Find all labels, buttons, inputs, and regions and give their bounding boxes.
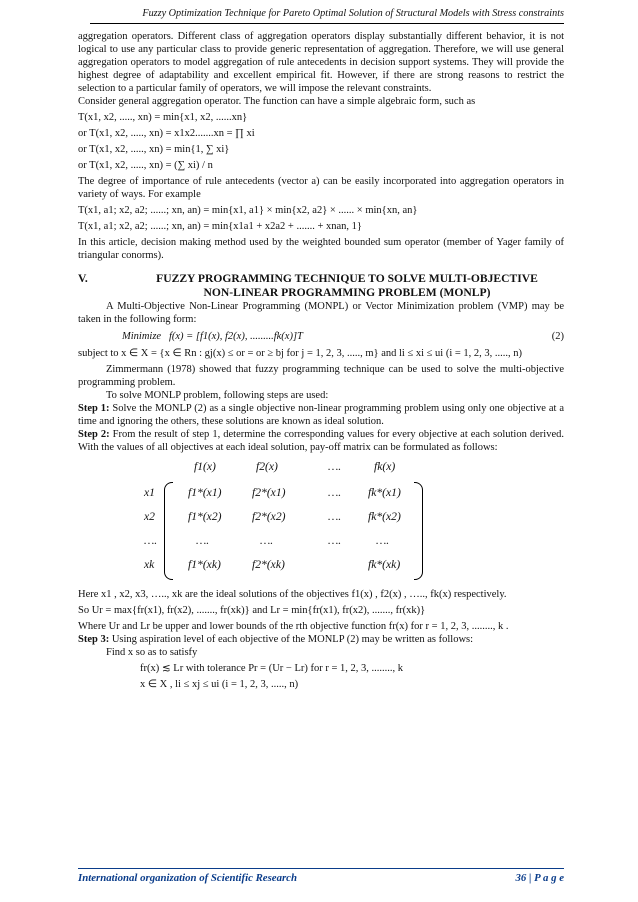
matrix-row-label: x1 [144,486,155,499]
equation-bounds: So Ur = max{fr(x1), fr(x2), ......., fr(xk)} and Lr = min{fr(x1), fr(x2), ......., fr(xk)} [78,605,426,616]
matrix-cell: …. [376,534,390,547]
step-1-text: Solve the MONLP (2) as a single objective non-linear programming problem using only one objective at a time and ignoring the others, these solutions are known as ideal solution. [78,403,564,427]
equation-number: (2) [551,331,564,342]
matrix-left-bracket [164,482,173,580]
matrix-cell: …. [196,534,210,547]
matrix-cell: f1*(x2) [188,510,222,523]
matrix-col-header: f1(x) [194,460,216,473]
matrix-right-bracket [414,482,423,580]
matrix-cell: f2*(x2) [252,510,286,523]
matrix-row-label: x2 [144,510,155,523]
section-title-line1: FUZZY PROGRAMMING TECHNIQUE TO SOLVE MULTI-OBJECTIVE [156,272,538,285]
matrix-cell: f2*(xk) [252,558,285,571]
footer-journal: International organization of Scientific Research [78,872,297,884]
paragraph-general-operator: Consider general aggregation operator. The function can have a simple algebraic form, such as [78,96,476,107]
matrix-col-header: f2(x) [256,460,278,473]
payoff-matrix [138,460,564,582]
matrix-cell: fk*(x2) [368,510,401,523]
step-2-label: Step 2: [78,429,110,440]
paragraph-zimmermann: Zimmermann (1978) showed that fuzzy programming technique can be used to solve the multi-objective programming problem. [78,364,564,388]
equation-subject-to: subject to x ∈ X = {x ∈ Rn : gj(x) ≤ or = or ≥ bj for j = 1, 2, 3, ....., m} and li ≤ xi ≤ ui (i = 1, 2, 3, ....., n) [78,348,523,359]
matrix-col-header: fk(x) [374,460,396,473]
step-3 [78,633,564,646]
paragraph-bounds-def: Where Ur and Lr be upper and lower bounds of the rth objective function fr(x) for r = 1, 2, 3, ........, k . [78,621,509,632]
paragraph-importance: The degree of importance of rule antecedents (vector a) can be easily incorporated into aggregation operators in variety of ways. For example [78,176,564,200]
matrix-row-label: …. [144,534,158,547]
matrix-cell: fk*(xk) [368,558,401,571]
paragraph-aggregation: aggregation operators. Different class of aggregation operators display substantially different behavior, it is not logical to use any particular class to provide generic representation of aggregation. Therefore, we will use general aggregation operators to model aggregation of rule antecedents in decision support systems. They will provide the highest degree of adaptability and excellent empirical fit. However, if there are strong reasons to restrict the selection to a particular family of operators, we will impose the relevant constraints. [78,31,564,94]
matrix-cell: f1*(x1) [188,486,222,499]
equation-average: or T(x1, x2, ....., xn) = (∑ xi) / n [78,160,213,171]
condition-tolerance: fr(x) ≲ Lr with tolerance Pr = (Ur − Lr) for r = 1, 2, 3, ........, k [140,663,404,674]
equation-weighted-sum: T(x1, a1; x2, a2; ......; xn, an) = min{x1a1 + x2a2 + ....... + xnan, 1} [78,221,362,232]
matrix-cell: …. [328,510,342,523]
paragraph-steps-intro: To solve MONLP problem, following steps are used: [106,390,329,401]
equation-min: T(x1, x2, ....., xn) = min{x1, x2, ......xn} [78,112,248,123]
matrix-col-header: …. [328,460,342,473]
paragraph-ideal-solutions: Here x1 , x2, x3, ….., xk are the ideal solutions of the objectives f1(x) , f2(x) , ….., fk(x) respectively. [78,589,507,600]
matrix-row-label: xk [144,558,155,571]
step-3-label: Step 3: [78,634,110,645]
equation-minimize [122,330,564,343]
step-1-label: Step 1: [78,403,110,414]
footer-page-number: 36 | P a g e [515,872,564,884]
paragraph-monlp-form: A Multi-Objective Non-Linear Programming (MONPL) or Vector Minimization problem (VMP) may be taken in the following form: [78,301,564,325]
equation-bounded-sum: or T(x1, x2, ....., xn) = min{1, ∑ xi} [78,144,230,155]
condition-bounds: x ∈ X , li ≤ xj ≤ ui (i = 1, 2, 3, ....., n) [140,679,299,690]
matrix-cell: …. [328,486,342,499]
matrix-cell: fk*(x1) [368,486,401,499]
minimize-expression: f(x) = [f1(x), f2(x), .........fk(x)]T [168,331,303,342]
step-2 [78,428,564,454]
step-3-text: Using aspiration level of each objective of the MONLP (2) may be written as follows: [111,634,474,645]
paragraph-yager: In this article, decision making method used by the weighted bounded sum operator (member of Yager family of triangular conorms). [78,237,564,261]
matrix-cell: f1*(xk) [188,558,221,571]
equation-weighted-min: T(x1, a1; x2, a2; ......; xn, an) = min{x1, a1} × min{x2, a2} × ...... × min{xn, an} [78,205,418,216]
matrix-cell: …. [260,534,274,547]
section-heading [78,272,564,300]
running-header: Fuzzy Optimization Technique for Pareto Optimal Solution of Structural Models with Stress constraints [90,8,564,24]
section-title [130,272,564,300]
section-title-line2: NON-LINEAR PROGRAMMING PROBLEM (MONLP) [203,286,491,299]
page-body [78,30,564,694]
matrix-cell: f2*(x1) [252,486,286,499]
find-x-text: Find x so as to satisfy [106,647,198,658]
equation-product: or T(x1, x2, ....., xn) = x1x2.......xn = ∏ xi [78,128,255,139]
step-2-text: From the result of step 1, determine the corresponding values for every objective at each solution derived. With the values of all objectives at each ideal solution, pay-off matrix can be formulated as follows: [78,429,564,453]
matrix-cell: …. [328,534,342,547]
minimize-label: Minimize [122,331,162,342]
page-footer [78,868,564,884]
section-number: V. [78,272,88,285]
step-1 [78,402,564,428]
